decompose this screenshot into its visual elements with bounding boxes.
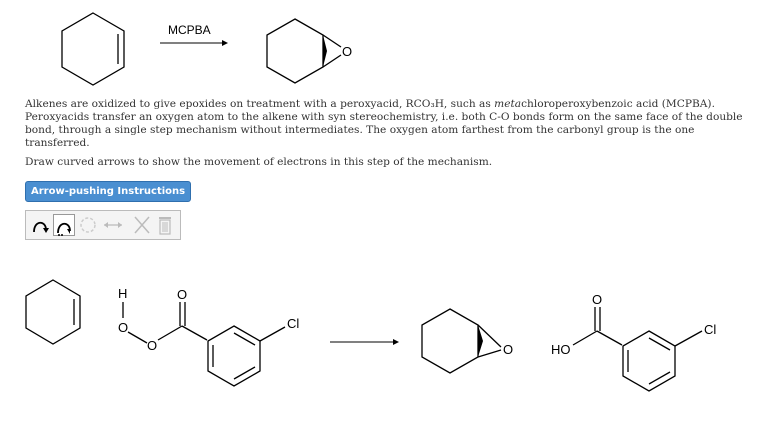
hydroxyl-label: HO [551,342,571,357]
curved-arrow-icon [29,214,51,236]
chlorine-reactant: Cl [287,316,300,331]
epoxide-product [422,309,501,373]
reagent-label: MCPBA [168,23,211,37]
top-reaction-scheme [0,0,774,90]
mechanism-canvas[interactable] [0,270,774,442]
chlorobenzoic-acid-product [551,292,716,391]
arrow-pushing-instructions-button[interactable]: Arrow-pushing Instructions [25,181,191,202]
mechanism-description: Alkenes are oxidized to give epoxides on treatment with a peroxyacid, RCO₃H, such as metachloroperoxybenzoic acid (MCPBA). Peroxyacids transfer an oxygen atom to the alkene with syn stereochemistry, i.e. both C-O bonds form on the same face of the double bond, through a single step mechanism without intermediates. The oxygen atom farthest from the carbonyl group is the one transferred. [25,98,743,149]
cyclohexene-structure [62,13,124,85]
single-electron-arrow-icon [54,215,76,237]
trash-tool[interactable] [154,214,176,236]
chlorine-product: Cl [704,322,717,337]
epoxide-structure [267,19,341,83]
lasso-tool[interactable] [77,214,99,236]
task-prompt: Draw curved arrows to show the movement of electrons in this step of the mechanism. [25,156,493,168]
cyclohexene-reactant [26,280,80,344]
delete-icon [131,214,153,236]
peroxy-oxygen-terminal: O [118,320,129,335]
peroxy-hydrogen: H [118,286,128,301]
resonance-arrow-tool[interactable] [101,214,123,236]
epoxide-oxygen: O [342,44,353,59]
curved-arrow-tool[interactable] [29,214,51,236]
single-electron-arrow-tool[interactable] [53,214,75,236]
resonance-arrow-icon [101,214,127,236]
trash-icon [154,214,176,236]
carbonyl-oxygen: O [177,287,188,302]
delete-tool[interactable] [131,214,153,236]
drawing-toolbar [25,210,181,240]
epoxide-product-oxygen: O [503,342,514,357]
mcpba-structure [118,286,299,386]
peroxy-oxygen-inner: O [147,338,158,353]
lasso-icon [77,214,99,236]
product-carbonyl-oxygen: O [592,292,603,307]
